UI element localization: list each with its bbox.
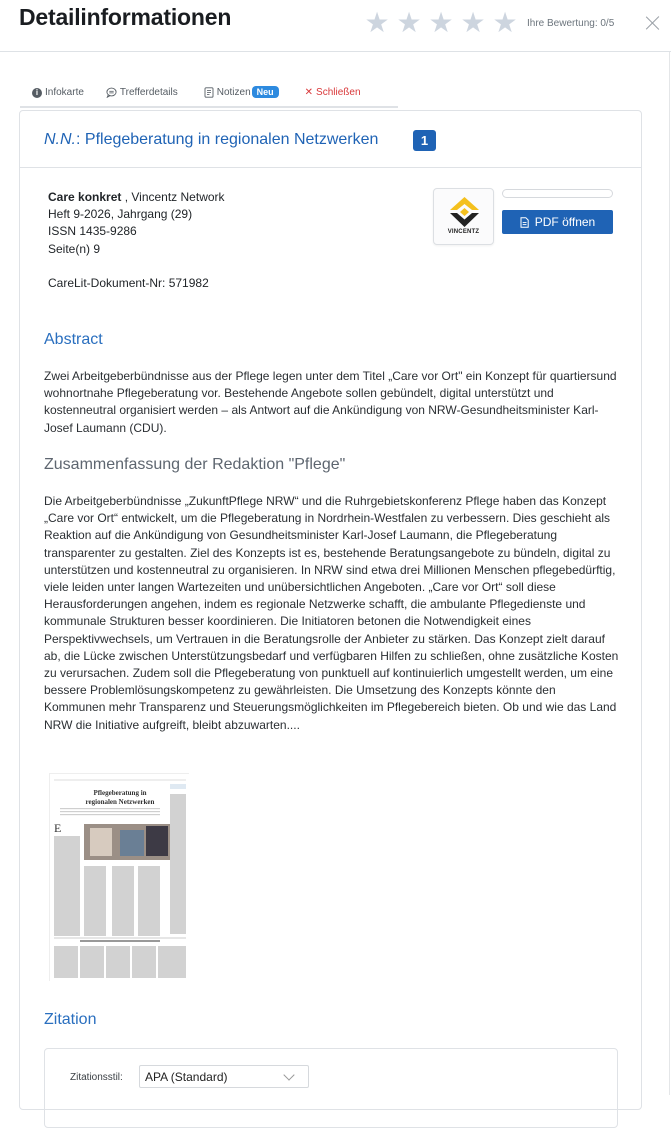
citation-box [44, 1048, 618, 1128]
star-icon[interactable]: ★ [428, 7, 454, 38]
modal-header [0, 0, 671, 52]
citation-style-select[interactable] [139, 1065, 309, 1088]
article-thumbnail[interactable] [49, 773, 189, 981]
svg-text:E: E [54, 821, 62, 835]
journal-name: Care konkret [48, 190, 122, 204]
document-icon [520, 217, 529, 228]
tab-trefferdetails[interactable] [84, 80, 178, 106]
document-number: CareLit-Dokument-Nr: 571982 [48, 275, 209, 290]
citation-style-value: APA (Standard) [145, 1070, 228, 1084]
star-icon[interactable]: ★ [492, 7, 518, 38]
abstract-text: Zwei Arbeitgeberbündnisse aus der Pflege legen unter dem Titel „Care vor Ort" ein Konzept für quartiersund wohnortnahe Pflegeberatung vor. Bestehende Angebote sollen gebündelt, digital unterstützt und kostenneutral organisiert werden – als Antwort auf die Ankündigung von NRW-Gesundheitsminister Karl-Josef Laumann (CDU). [44, 369, 617, 435]
chevron-down-icon [283, 1069, 294, 1080]
citation-style-label: Zitationsstil: [70, 1072, 123, 1083]
note-icon [204, 87, 214, 101]
open-pdf-button[interactable] [502, 210, 613, 234]
summary-heading: Zusammenfassung der Redaktion "Pflege" [44, 456, 346, 473]
citation-heading: Zitation [44, 1011, 97, 1028]
document-title-text: : Pflegeberatung in regionalen Netzwerken [76, 131, 379, 148]
summary-text: Die Arbeitgeberbündnisse „ZukunftPflege NRW“ und die Ruhrgebietskonferenz Pflege haben das Konzept „Care vor Ort“ entwickelt, um die Pflegeberatung in Nordrhein-Westfalen zu verbessern. Dies geschieht als Reaktion auf die Ankündigung von Gesundheitsminister Karl-Josef Laumann, die Pflegeberatung transparenter zu gestalten. Ziel des Konzepts ist es, bestehende Beratungsangebote zu bündeln, digital zu unterstützen und kostenneutral zu organisieren. In NRW sind etwa drei Millionen Menschen pflegebedürftig, viele leiden unter langen Wartezeiten und unübersichtlichen Angeboten. „Care vor Ort“ soll diese Herausforderungen angehen, indem es regionale Netzwerke schafft, die ambulante Pflegedienste und kommunale Strukturen besser koordinieren. Die Initiatoren betonen die Notwendigkeit eines Perspektivwechsels, um Vertrauen in die Beratungsrolle der Anbieter zu stärken. Das Konzept zielt darauf ab, die Lücke zwischen Unterstützungsbedarf und verfügbaren Hilfen zu schließen, ohne zusätzliche Kosten zu verursachen. Zudem soll die Pflegeberatung von punktuell auf kontinuierlich umgestellt werden, um eine bessere Problemlösungskompetenz zu gewährleisten. Die Umsetzung des Konzepts könnte den Kommunen mehr Transparenz und Steuerungsmöglichkeiten im Pflegebereich bieten. Ob und wie das Land NRW die Initiative aufgreift, bleibt abzuwarten.... [44, 494, 619, 732]
article-page-preview-icon [50, 774, 190, 982]
vincentz-logo-icon [434, 193, 495, 233]
close-icon[interactable] [644, 14, 662, 32]
document-author: N.N. [44, 131, 76, 148]
tab-infokarte[interactable] [20, 80, 84, 106]
issue-info: Heft 9-2026, Jahrgang (29) [48, 207, 193, 222]
progress-bar [502, 189, 613, 198]
document-title [44, 131, 378, 149]
tab-label: Schließen [316, 87, 361, 98]
rating-text: Ihre Bewertung: 0/5 [527, 18, 615, 29]
hit-count-badge: 1 [413, 130, 436, 151]
close-icon: ✕ [304, 87, 314, 98]
chat-icon [106, 87, 117, 101]
info-icon: i [32, 88, 42, 98]
thumbnail-headline: Pflegeberatung in [93, 789, 147, 797]
tab-schliessen[interactable] [279, 80, 361, 106]
card-header [20, 111, 641, 168]
new-badge: Neu [252, 86, 279, 98]
star-rating[interactable] [364, 7, 518, 38]
publisher: , Vincentz Network [121, 190, 225, 204]
logo-text: VINCENTZ [447, 229, 480, 235]
tab-label: Notizen [216, 87, 251, 98]
info-card [19, 110, 642, 1110]
abstract-heading: Abstract [44, 331, 103, 348]
svg-text:regionalen Netzwerken: regionalen Netzwerken [85, 798, 155, 806]
tab-notizen[interactable] [178, 80, 279, 106]
star-icon[interactable]: ★ [396, 7, 422, 38]
issn: ISSN 1435-9286 [48, 224, 137, 239]
star-icon[interactable]: ★ [460, 7, 486, 38]
document-metadata [48, 189, 225, 292]
pdf-button-label: PDF öffnen [534, 215, 596, 229]
modal-title: Detailinformationen [19, 4, 232, 30]
tab-label: Trefferdetails [119, 87, 178, 98]
scrollbar-track[interactable] [669, 52, 670, 1095]
star-icon[interactable]: ★ [364, 7, 390, 38]
pages: Seite(n) 9 [48, 241, 101, 256]
tab-bar [20, 80, 398, 108]
tab-label: Infokarte [45, 87, 84, 98]
publisher-logo [433, 188, 494, 245]
